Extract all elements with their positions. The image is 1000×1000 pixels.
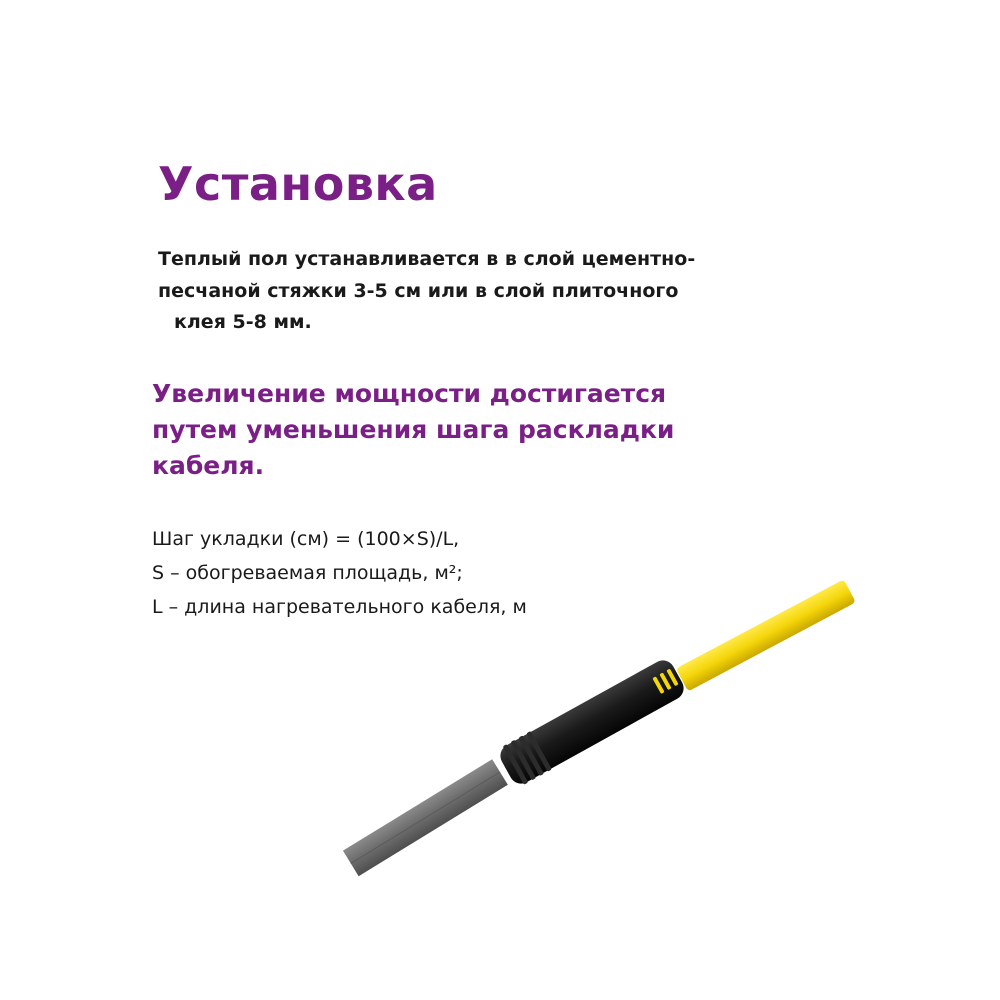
formula-line-2: S – обогреваемая площадь, м²; [152, 562, 463, 584]
highlight-line-3: кабеля. [152, 451, 265, 480]
gray-heating-cable [343, 759, 508, 876]
intro-line-2: песчаной стяжки 3-5 см или в слой плиточного [158, 279, 679, 302]
intro-line-1: Теплый пол устанавливается в в слой цементно- [158, 248, 696, 270]
formula-line-3: L – длина нагревательного кабеля, м [152, 596, 527, 618]
black-coupling-sleeve [496, 655, 689, 789]
highlight-line-1: Увеличение мощности достигается [152, 379, 667, 408]
intro-line-3: клея 5-8 мм. [174, 311, 312, 333]
yellow-cold-lead [676, 579, 856, 691]
formula-line-1: Шаг укладки (см) = (100×S)/L, [152, 528, 460, 550]
highlight-line-2: путем уменьшения шага раскладки [152, 415, 675, 444]
page-title: Установка [158, 157, 438, 211]
